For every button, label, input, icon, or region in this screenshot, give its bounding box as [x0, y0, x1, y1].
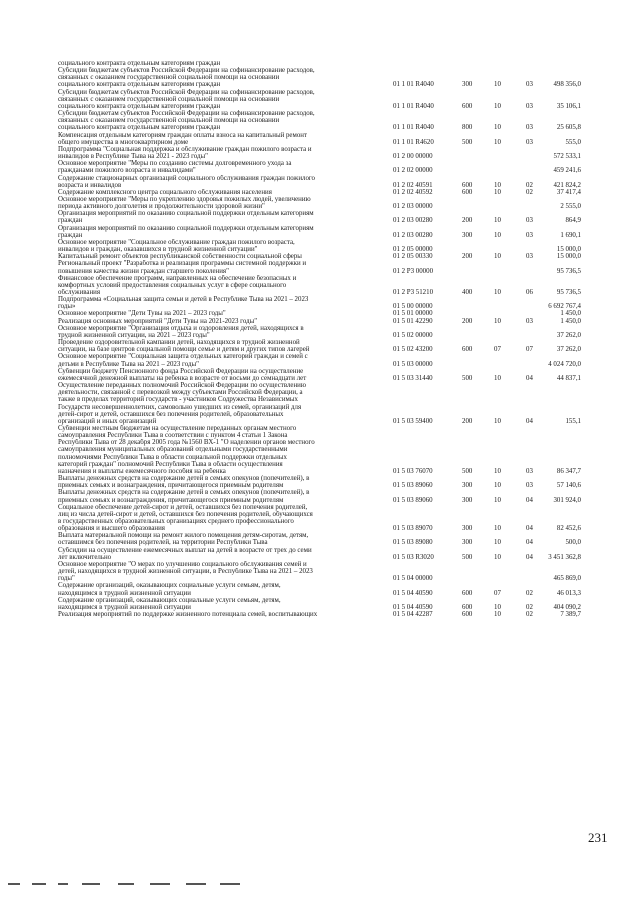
- target-article-code: 01 1 01 R4040: [393, 124, 434, 132]
- row-description: [58, 175, 388, 189]
- table-row: [58, 324, 581, 339]
- subsection-code: 03: [526, 138, 533, 146]
- expense-type-code: 500: [462, 467, 473, 475]
- expense-type-code: 300: [462, 81, 473, 89]
- amount: 2 555,0: [560, 203, 581, 211]
- row-description: [58, 225, 388, 239]
- description-line: деятельности, связанной с перевозкой между субъектами Российской Федерации, а: [58, 389, 303, 397]
- section-code: 10: [494, 374, 501, 382]
- subsection-code: 03: [526, 81, 533, 89]
- table-row: [58, 475, 581, 490]
- section-code: 10: [494, 482, 501, 490]
- expense-type-code: 400: [462, 289, 473, 296]
- target-article-code: 01 5 02 00000: [393, 331, 433, 339]
- amount: 46 013,3: [556, 589, 581, 597]
- subsection-code: 03: [526, 467, 533, 475]
- table-row: [58, 224, 581, 239]
- description-line: оставшимся без попечения родителей, на территории Республики Тыва: [58, 539, 268, 547]
- row-description: [58, 89, 388, 110]
- table-row: [58, 274, 581, 296]
- section-code: 10: [494, 539, 501, 547]
- description-line: Выплата материальной помощи на ремонт жилого помещения детям-сиротам, детям,: [58, 532, 309, 540]
- section-code: 10: [494, 138, 501, 146]
- amount: 3 451 362,8: [548, 553, 581, 561]
- row-description: [58, 189, 388, 196]
- amount: 25 605,8: [556, 124, 581, 132]
- description-line: Основное мероприятие "Меры по созданию системы долговременного ухода за: [58, 160, 292, 168]
- target-article-code: 01 5 04 40590: [393, 589, 433, 597]
- description-line: находящимся в трудной жизненной ситуации: [58, 589, 191, 597]
- target-article-code: 01 5 03 59400: [393, 417, 433, 425]
- amount: 37 262,0: [556, 346, 581, 354]
- expense-type-code: 200: [462, 317, 473, 325]
- row-description: [58, 547, 388, 561]
- amount: 37 417,4: [556, 188, 581, 196]
- section-code: 10: [494, 496, 501, 504]
- amount: 498 356,0: [553, 81, 581, 89]
- description-line: ситуации, на базе центров социальной помощи семье и детям и других типов лагерей: [58, 346, 310, 354]
- table-row: [58, 195, 581, 211]
- description-line: Подпрограмма «Социальная защита семьи и детей в Республике Тыва на 2021 – 2023: [58, 296, 309, 304]
- target-article-code: 01 2 02 00000: [393, 167, 433, 175]
- description-line: Субсидии бюджетам субъектов Российской Федерации на софинансирование расходов,: [58, 67, 315, 75]
- row-description: [58, 561, 388, 582]
- description-line: Реализация мероприятий по поддержке жизненного потенциала семей, воспитывающих: [58, 611, 318, 619]
- target-article-code: 01 2 03 00280: [393, 231, 433, 239]
- expense-type-code: 200: [462, 417, 473, 425]
- amount: 1 450,0: [560, 310, 581, 318]
- amount: 15 000,0: [556, 253, 581, 261]
- expense-type-code: 300: [462, 482, 473, 490]
- subsection-code: 03: [526, 231, 533, 239]
- description-line: связанных с оказанием государственной социальной помощи на основании: [58, 95, 280, 103]
- expense-type-code: 300: [462, 539, 473, 547]
- description-line: лет включительно: [58, 553, 112, 561]
- description-line: в государственных образовательных организациях среднего профессионального: [58, 518, 294, 525]
- subsection-code: 03: [526, 253, 533, 261]
- description-line: также в пределах территорий государств - участников Содружества Независимых: [58, 396, 298, 404]
- table-row: [58, 174, 581, 189]
- target-article-code: 01 5 03 R3020: [393, 553, 434, 561]
- table-row: [58, 367, 581, 425]
- description-line: Государств несовершеннолетних, самовольно ушедших из семей, организаций для: [58, 403, 302, 411]
- description-line: Осуществление переданных полномочий Российской Федерации по осуществлению: [58, 382, 306, 390]
- row-description: [58, 339, 388, 353]
- description-line: Республики Тыва от 28 декабря 2005 года №1560 ВХ-1 "О наделении органов местного: [58, 439, 315, 447]
- row-description: [58, 325, 388, 339]
- section-code: 10: [494, 317, 501, 325]
- section-code: 10: [494, 289, 501, 296]
- amount: 57 140,6: [556, 482, 581, 490]
- target-article-code: 01 5 00 00000: [393, 303, 433, 311]
- description-line: Основное мероприятие "Социальное обслуживание граждан пожилого возраста,: [58, 238, 295, 246]
- section-code: 10: [494, 81, 501, 89]
- subsection-code: 02: [526, 589, 533, 597]
- description-line: Основное мероприятие "Меры по укреплению здоровья пожилых людей, увеличению: [58, 195, 311, 203]
- description-line: организаций и иных организаций: [58, 417, 157, 425]
- description-line: социального контракта отдельным категориям граждан: [58, 81, 221, 89]
- row-description: [58, 260, 388, 274]
- table-row: [58, 546, 581, 561]
- description-line: Выплаты денежных средств на содержание детей в семьях опекунов (попечителей), в: [58, 489, 310, 497]
- description-line: социального контракта отдельным категориям граждан: [58, 60, 221, 67]
- target-article-code: 01 2 05 00330: [393, 253, 433, 261]
- table-row: [58, 160, 581, 175]
- description-line: социального контракта отдельным категориям граждан: [58, 124, 221, 132]
- target-article-code: 01 2 00 00000: [393, 153, 433, 161]
- row-description: [58, 475, 388, 489]
- target-article-code: 01 2 02 40592: [393, 188, 433, 196]
- description-line: Основное мероприятие "Социальная защита отдельных категорий граждан и семей с: [58, 353, 308, 361]
- description-line: комфортных условий предоставления социальных услуг в сфере социального: [58, 281, 287, 289]
- table-row: [58, 503, 581, 533]
- target-article-code: 01 5 04 40590: [393, 603, 433, 611]
- target-article-code: 01 1 01 R4040: [393, 102, 434, 110]
- target-article-code: 01 5 04 42287: [393, 611, 433, 619]
- description-line: общего имущества в многоквартирном доме: [58, 138, 189, 146]
- subsection-code: 03: [526, 217, 533, 225]
- amount: 4 024 720,0: [548, 360, 581, 368]
- expense-type-code: 600: [462, 188, 473, 196]
- description-line: Организация мероприятий по оказанию социальной поддержки отдельным категориям: [58, 210, 314, 218]
- row-description: [58, 611, 388, 618]
- expense-type-code: 600: [462, 346, 473, 354]
- target-article-code: 01 5 03 76070: [393, 467, 433, 475]
- target-article-code: 01 5 03 89080: [393, 539, 433, 547]
- description-line: Основное мероприятие "Дети Тувы на 2021 – 2023 годы": [58, 310, 226, 318]
- description-line: Содержание комплексного центра социального обслуживания населения: [58, 188, 272, 196]
- expense-type-code: 300: [462, 231, 473, 239]
- page-number: 231: [588, 830, 608, 845]
- amount: 404 090,2: [553, 603, 581, 611]
- target-article-code: 01 5 03 89070: [393, 525, 433, 533]
- target-article-code: 01 5 01 42290: [393, 317, 433, 325]
- row-description: [58, 196, 388, 210]
- subsection-code: 06: [526, 289, 533, 296]
- amount: 572 533,1: [553, 153, 581, 161]
- description-line: гражданами пожилого возраста и инвалидами": [58, 167, 196, 175]
- description-line: Субсидии на осуществление ежемесячных выплат на детей в возрасте от трех до семи: [58, 546, 312, 554]
- table-row: [58, 339, 581, 354]
- amount: 15 000,0: [556, 246, 581, 254]
- subsection-code: 03: [526, 124, 533, 132]
- target-article-code: 01 5 03 00000: [393, 360, 433, 368]
- target-article-code: 01 2 03 00000: [393, 203, 433, 211]
- target-article-code: 01 5 01 00000: [393, 310, 433, 318]
- description-line: периода активного долголетия и продолжительности здоровой жизни": [58, 203, 265, 211]
- description-line: трудной жизненной ситуации, на 2021 – 2023 годы": [58, 331, 210, 339]
- table-row: [58, 582, 581, 597]
- section-code: 10: [494, 467, 501, 475]
- expense-type-code: 500: [462, 374, 473, 382]
- description-line: граждан: [58, 217, 83, 225]
- amount: 555,0: [565, 138, 581, 146]
- description-line: Субсидии бюджетам субъектов Российской Федерации на софинансирование расходов,: [58, 88, 315, 96]
- description-line: Основное мероприятие "Организация отдыха и оздоровления детей, находящихся в: [58, 324, 304, 332]
- description-line: детей, находящихся в трудной жизненной ситуации, в Республике Тыва на 2021 – 2023: [58, 568, 313, 576]
- target-article-code: 01 1 01 R4040: [393, 81, 434, 89]
- expense-type-code: 800: [462, 124, 473, 132]
- table-row: [58, 210, 581, 225]
- section-code: 10: [494, 124, 501, 132]
- description-line: Подпрограмма "Социальная поддержка и обслуживание граждан пожилого возраста и: [58, 145, 312, 153]
- description-line: назначения и выплаты ежемесячного пособия на ребенка: [58, 467, 226, 475]
- description-line: Субвенции бюджету Пенсионного фонда Российской Федерации на осуществление: [58, 367, 304, 375]
- section-code: 10: [494, 603, 501, 611]
- description-line: Компенсация отдельным категориям граждан оплаты взноса на капитальный ремонт: [58, 131, 307, 139]
- description-line: Субсидии бюджетам субъектов Российской Федерации на софинансирование расходов,: [58, 110, 315, 118]
- description-line: категорий граждан" полномочий Республики Тыва в области осуществления: [58, 460, 283, 468]
- row-description: [58, 296, 388, 310]
- description-line: годы": [58, 575, 75, 583]
- table-row: [58, 424, 581, 475]
- target-article-code: 01 2 02 40591: [393, 181, 433, 189]
- description-line: лиц из числа детей-сирот и детей, оставшихся без попечения родителей, обучающихся: [58, 510, 313, 518]
- description-line: самоуправления Республики Тыва в соответствии с пунктом 4 статьи 1 Закона: [58, 432, 288, 440]
- amount: 864,9: [565, 217, 581, 225]
- row-description: [58, 67, 388, 88]
- scan-edge-marks: [0, 883, 640, 887]
- amount: 95 736,5: [556, 267, 581, 275]
- subsection-code: 04: [526, 374, 533, 382]
- description-line: Проведение оздоровительной кампании детей, находящихся в трудной жизненной: [58, 339, 300, 347]
- table-row: [58, 296, 581, 311]
- budget-table: [58, 60, 581, 619]
- table-row: [58, 238, 581, 254]
- amount: 155,1: [565, 417, 581, 425]
- subsection-code: 04: [526, 496, 533, 504]
- expense-type-code: 600: [462, 181, 473, 189]
- row-description: [58, 110, 388, 131]
- row-description: [58, 368, 388, 425]
- target-article-code: 01 2 05 00000: [393, 246, 433, 254]
- row-description: [58, 425, 388, 475]
- table-row: [58, 532, 581, 547]
- amount: 500,0: [565, 539, 581, 547]
- section-code: 10: [494, 231, 501, 239]
- section-code: 10: [494, 217, 501, 225]
- amount: 421 824,2: [553, 181, 581, 189]
- section-code: 07: [494, 589, 501, 597]
- description-line: Региональный проект "Разработка и реализация программы системной поддержки и: [58, 260, 307, 268]
- table-row: [58, 611, 581, 619]
- amount: 1 690,1: [560, 231, 581, 239]
- description-line: детьми в Республике Тыва на 2021 – 2023 годы": [58, 360, 199, 368]
- section-code: 10: [494, 181, 501, 189]
- row-description: [58, 160, 388, 174]
- row-description: [58, 353, 388, 367]
- expense-type-code: 600: [462, 102, 473, 110]
- row-description: [58, 239, 388, 253]
- amount: 86 347,7: [556, 467, 581, 475]
- subsection-code: 03: [526, 317, 533, 325]
- target-article-code: 01 1 01 R4620: [393, 138, 434, 146]
- subsection-code: 02: [526, 188, 533, 196]
- table-row: [58, 596, 581, 611]
- row-description: [58, 532, 388, 546]
- table-row: [58, 253, 581, 261]
- expense-type-code: 200: [462, 253, 473, 261]
- expense-type-code: 500: [462, 138, 473, 146]
- description-line: самоуправления муниципальных образований отдельными государственными: [58, 446, 288, 454]
- description-line: Выплаты денежных средств на содержание детей в семьях опекунов (попечителей), в: [58, 475, 310, 483]
- description-line: ежемесячной денежной выплаты на ребенка в возрасте от восьми до семнадцати лет: [58, 374, 307, 382]
- amount: 6 692 767,4: [548, 303, 581, 311]
- description-line: возраста и инвалидов: [58, 181, 122, 189]
- expense-type-code: 200: [462, 217, 473, 225]
- description-line: граждан: [58, 231, 83, 239]
- description-line: Субвенции местным бюджетам на осуществление переданных органам местного: [58, 424, 297, 432]
- amount: 37 262,0: [556, 331, 581, 339]
- amount: 44 837,1: [556, 374, 581, 382]
- table-row: [58, 560, 581, 583]
- description-line: годы»: [58, 303, 76, 311]
- target-article-code: 01 2 P3 51210: [393, 289, 434, 296]
- subsection-code: 03: [526, 482, 533, 490]
- table-row: [58, 145, 581, 161]
- description-line: Организация мероприятий по оказанию социальной поддержки отдельным категориям: [58, 224, 314, 232]
- row-description: [58, 489, 388, 503]
- table-row: [58, 188, 581, 196]
- description-line: Содержание стационарных организаций социального обслуживания граждан пожилого: [58, 174, 315, 182]
- table-row: [58, 67, 581, 89]
- subsection-code: 02: [526, 611, 533, 619]
- target-article-code: 01 5 04 00000: [393, 575, 433, 583]
- expense-type-code: 300: [462, 496, 473, 504]
- section-code: 10: [494, 188, 501, 196]
- row-description: [58, 132, 388, 146]
- table-row: [58, 489, 581, 504]
- table-row: [58, 260, 581, 275]
- subsection-code: 04: [526, 525, 533, 533]
- section-code: 10: [494, 611, 501, 619]
- description-line: Социальное обеспечение детей-сирот и детей, оставшихся без попечения родителей,: [58, 503, 308, 511]
- description-line: Реализация основных мероприятий "Дети Тувы на 2021-2023 годы": [58, 317, 258, 325]
- expense-type-code: 600: [462, 603, 473, 611]
- amount: 7 389,7: [560, 611, 581, 619]
- description-line: полномочиями Республики Тыва в области социальной поддержки отдельных: [58, 453, 287, 461]
- amount: 465 869,0: [553, 575, 581, 583]
- amount: 82 452,6: [556, 525, 581, 533]
- table-row: [58, 317, 581, 325]
- subsection-code: 04: [526, 539, 533, 547]
- description-line: приемных семьях и вознаграждения, причитающегося приемным родителям: [58, 496, 284, 504]
- table-row: [58, 353, 581, 368]
- row-description: [58, 597, 388, 611]
- section-code: 10: [494, 553, 501, 561]
- description-line: Финансовое обеспечение программ, направленных на обеспечение безопасных и: [58, 274, 297, 282]
- amount: 95 736,5: [556, 289, 581, 296]
- amount: 1 450,0: [560, 317, 581, 325]
- amount: 459 241,6: [553, 167, 581, 175]
- description-line: образования и высшего образования: [58, 525, 165, 533]
- section-code: 10: [494, 525, 501, 533]
- table-row: [58, 60, 578, 67]
- description-line: инвалидов в Республике Тыва на 2021 - 2023 годы": [58, 153, 208, 161]
- section-code: 10: [494, 253, 501, 261]
- description-line: связанных с оказанием государственной социальной помощи на основании: [58, 74, 280, 82]
- table-row: [58, 131, 581, 146]
- description-line: Капитальный ремонт объектов республиканской собственности социальной сферы: [58, 253, 302, 261]
- expense-type-code: 600: [462, 589, 473, 597]
- expense-type-code: 300: [462, 525, 473, 533]
- subsection-code: 02: [526, 603, 533, 611]
- amount: 35 106,1: [556, 102, 581, 110]
- subsection-code: 04: [526, 553, 533, 561]
- description-line: приемных семьях и вознаграждения, причитающегося приемным родителям: [58, 482, 284, 490]
- row-description: [58, 253, 388, 260]
- row-description: [58, 210, 388, 224]
- table-row: [58, 310, 581, 318]
- subsection-code: 07: [526, 346, 533, 354]
- subsection-code: 03: [526, 102, 533, 110]
- target-article-code: 01 2 P3 00000: [393, 267, 434, 275]
- target-article-code: 01 5 03 31440: [393, 374, 433, 382]
- target-article-code: 01 5 03 89060: [393, 496, 433, 504]
- table-row: [58, 88, 581, 110]
- row-description: [58, 60, 388, 67]
- expense-type-code: 500: [462, 553, 473, 561]
- target-article-code: 01 5 03 89060: [393, 482, 433, 490]
- table-row: [58, 110, 581, 132]
- description-line: Основное мероприятие "О мерах по улучшению социального обслуживания семей и: [58, 560, 307, 568]
- row-description: [58, 318, 388, 325]
- description-line: социального контракта отдельным категориям граждан: [58, 102, 221, 110]
- description-line: Содержание организаций, оказывающих социальные услуги семьям, детям,: [58, 596, 281, 604]
- subsection-code: 04: [526, 417, 533, 425]
- section-code: 10: [494, 102, 501, 110]
- description-line: Содержание организаций, оказывающих социальные услуги семьям, детям,: [58, 582, 281, 590]
- description-line: находящимся в трудной жизненной ситуации: [58, 603, 191, 611]
- description-line: связанных с оказанием государственной социальной помощи на основании: [58, 117, 280, 125]
- description-line: инвалидов и граждан, оказавшихся в трудной жизненной ситуации": [58, 246, 258, 254]
- section-code: 10: [494, 417, 501, 425]
- description-line: обслуживания: [58, 289, 101, 296]
- description-line: повышения качества жизни граждан старшего поколения": [58, 267, 229, 275]
- target-article-code: 01 2 03 00280: [393, 217, 433, 225]
- row-description: [58, 582, 388, 596]
- row-description: [58, 275, 388, 296]
- target-article-code: 01 5 02 43200: [393, 346, 433, 354]
- expense-type-code: 600: [462, 611, 473, 619]
- section-code: 07: [494, 346, 501, 354]
- subsection-code: 02: [526, 181, 533, 189]
- description-line: детей-сирот и детей, оставшихся без попечения родителей, образовательных: [58, 410, 284, 418]
- row-description: [58, 310, 388, 317]
- row-description: [58, 504, 388, 533]
- amount: 301 924,0: [553, 496, 581, 504]
- row-description: [58, 146, 388, 160]
